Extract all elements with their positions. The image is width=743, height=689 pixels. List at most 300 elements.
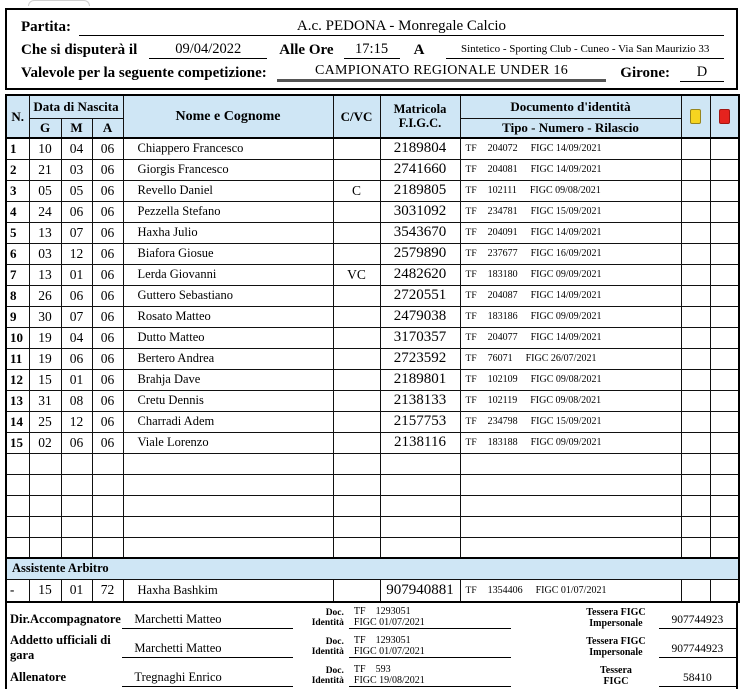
doc-tipo: TF	[465, 375, 477, 385]
player-number-cell: 8	[6, 285, 29, 306]
red-card-cell	[710, 348, 739, 369]
doc-rilascio: FIGC 09/08/2021	[530, 395, 602, 406]
birth-month-cell	[61, 474, 92, 495]
birth-day-cell: 31	[29, 390, 61, 411]
table-row	[6, 243, 739, 264]
red-card-cell	[710, 411, 739, 432]
player-number-cell: 6	[6, 243, 29, 264]
matricola-cell: 2723592	[380, 348, 460, 369]
col-header-red-card	[710, 95, 739, 138]
birth-day-cell	[29, 495, 61, 516]
player-name-cell: Charradi Adem	[123, 411, 333, 432]
document-cell	[460, 537, 681, 558]
matricola-cell: 907940881	[380, 579, 460, 602]
yellow-card-cell	[681, 159, 710, 180]
birth-day-cell: 19	[29, 327, 61, 348]
captain-cell	[333, 516, 380, 537]
staff-doc-label	[293, 662, 349, 687]
birth-year-cell: 06	[92, 348, 123, 369]
date-label: Che si disputerà il	[21, 42, 138, 58]
tessera-label-line2: FIGC	[603, 675, 629, 687]
yellow-card-cell	[681, 432, 710, 453]
staff-row	[7, 661, 736, 689]
birth-month-cell: 01	[61, 264, 92, 285]
doc-numero: 183188	[487, 437, 518, 448]
doc-numero: 102119	[487, 395, 518, 406]
matricola-cell: 2189804	[380, 138, 460, 159]
captain-cell	[333, 453, 380, 474]
doc-tipo: TF	[465, 417, 477, 427]
document-cell	[460, 453, 681, 474]
doc-numero: 234781	[487, 206, 518, 217]
birth-year-cell: 06	[92, 264, 123, 285]
red-card-cell	[710, 516, 739, 537]
birth-day-cell: 05	[29, 180, 61, 201]
assistant-body	[6, 558, 739, 602]
assistant-section-title: Assistente Arbitro	[6, 558, 739, 579]
matricola-cell: 2741660	[380, 159, 460, 180]
matricola-cell: 2479038	[380, 306, 460, 327]
birth-year-cell: 06	[92, 159, 123, 180]
captain-cell	[333, 327, 380, 348]
player-name-cell: Viale Lorenzo	[123, 432, 333, 453]
staff-role-label: Addetto ufficiali di gara	[10, 633, 111, 662]
doc-tipo: TF	[465, 270, 477, 280]
matricola-cell: 2138133	[380, 390, 460, 411]
captain-cell	[333, 138, 380, 159]
yellow-card-cell	[681, 327, 710, 348]
birth-day-cell: 19	[29, 348, 61, 369]
table-row	[6, 222, 739, 243]
doc-tipo: TF	[465, 354, 477, 364]
birth-year-cell: 06	[92, 411, 123, 432]
matricola-cell: 2189805	[380, 180, 460, 201]
staff-section	[5, 603, 738, 689]
doc-tipo: TF	[353, 606, 366, 617]
doc-numero: 204081	[487, 164, 518, 175]
matricola-cell: 2138116	[380, 432, 460, 453]
document-cell	[460, 264, 681, 285]
player-name-cell: Revello Daniel	[123, 180, 333, 201]
doc-numero: 102111	[487, 185, 517, 196]
matricola-cell	[380, 537, 460, 558]
captain-cell	[333, 537, 380, 558]
doc-tipo: TF	[465, 333, 477, 343]
table-row	[6, 327, 739, 348]
birth-month-cell: 12	[61, 411, 92, 432]
birth-month-cell: 06	[61, 432, 92, 453]
red-card-cell	[710, 306, 739, 327]
staff-doc-line1	[354, 606, 511, 617]
tessera-label	[573, 661, 658, 687]
doc-label-line1: Doc.	[325, 607, 344, 618]
doc-numero: 1354406	[487, 584, 523, 596]
red-card-cell	[710, 579, 739, 602]
yellow-card-cell	[681, 243, 710, 264]
doc-numero: 204072	[487, 143, 518, 155]
birth-month-cell: 04	[61, 327, 92, 348]
birth-day-cell	[29, 516, 61, 537]
player-name-cell	[123, 495, 333, 516]
yellow-card-cell	[681, 495, 710, 516]
doc-rilascio: FIGC 14/09/2021	[530, 290, 602, 301]
captain-cell	[333, 222, 380, 243]
red-card-cell	[710, 180, 739, 201]
table-row	[6, 411, 739, 432]
table-row	[6, 285, 739, 306]
col-header-yellow-card	[681, 95, 710, 138]
matricola-cell	[380, 453, 460, 474]
time-field: 17:15	[344, 41, 400, 59]
birth-year-cell	[92, 537, 123, 558]
staff-doc-line2: FIGC 01/07/2021	[353, 646, 425, 657]
col-header-year: A	[92, 118, 123, 138]
yellow-card-cell	[681, 390, 710, 411]
player-name-cell: Haxha Bashkim	[123, 579, 333, 602]
matricola-cell: 2720551	[380, 285, 460, 306]
captain-cell	[333, 348, 380, 369]
doc-tipo: TF	[465, 438, 477, 448]
tessera-number-field: 907744923	[659, 614, 736, 629]
doc-label-line2: Identità	[311, 646, 344, 657]
screenshot-edge-artifact	[28, 0, 90, 6]
matricola-cell	[380, 474, 460, 495]
birth-day-cell: 10	[29, 138, 61, 159]
doc-tipo: TF	[465, 186, 477, 196]
red-card-cell	[710, 222, 739, 243]
roster-table-header	[6, 95, 739, 138]
player-number-cell: 7	[6, 264, 29, 285]
red-card-cell	[710, 432, 739, 453]
yellow-card-cell	[681, 369, 710, 390]
birth-day-cell: 26	[29, 285, 61, 306]
player-name-cell: Pezzella Stefano	[123, 201, 333, 222]
staff-doc-line1	[354, 664, 511, 675]
birth-month-cell	[61, 516, 92, 537]
player-number-cell	[6, 537, 29, 558]
roster-table	[5, 94, 740, 603]
red-card-cell	[710, 537, 739, 558]
birth-year-cell	[92, 474, 123, 495]
player-name-cell: Lerda Giovanni	[123, 264, 333, 285]
player-name-cell: Guttero Sebastiano	[123, 285, 333, 306]
col-header-cvc: C/VC	[333, 95, 380, 138]
document-cell	[460, 369, 681, 390]
document-cell	[460, 432, 681, 453]
yellow-card-cell	[681, 516, 710, 537]
captain-cell	[333, 390, 380, 411]
staff-name-field: Marchetti Matteo	[122, 641, 292, 658]
doc-numero: 593	[375, 664, 391, 675]
doc-numero: 1293051	[375, 606, 411, 617]
yellow-card-cell	[681, 201, 710, 222]
player-number-cell: 9	[6, 306, 29, 327]
red-card-cell	[710, 495, 739, 516]
date-field: 09/04/2022	[149, 41, 267, 59]
matricola-cell: 2189801	[380, 369, 460, 390]
doc-rilascio: FIGC 14/09/2021	[530, 143, 602, 155]
staff-doc-value	[349, 606, 511, 629]
yellow-card-cell	[681, 411, 710, 432]
matricola-cell: 2579890	[380, 243, 460, 264]
tessera-label-line1: Tessera	[600, 665, 632, 676]
birth-day-cell	[29, 474, 61, 495]
doc-numero: 204077	[487, 332, 518, 343]
player-number-cell: 11	[6, 348, 29, 369]
birth-year-cell: 06	[92, 390, 123, 411]
match-header	[5, 8, 738, 90]
staff-doc-label	[293, 633, 349, 658]
doc-rilascio: FIGC 09/09/2021	[530, 269, 602, 280]
birth-year-cell	[92, 453, 123, 474]
empty-row	[6, 453, 739, 474]
document-cell	[460, 306, 681, 327]
girone-label: Girone:	[620, 65, 670, 81]
matricola-header-line1: Matricola	[393, 101, 447, 116]
birth-month-cell: 04	[61, 138, 92, 159]
yellow-card-cell	[681, 453, 710, 474]
player-number-cell: 12	[6, 369, 29, 390]
yellow-card-cell	[681, 474, 710, 495]
doc-numero: 1293051	[375, 635, 411, 646]
empty-row	[6, 495, 739, 516]
captain-cell	[333, 579, 380, 602]
yellow-card-cell	[681, 579, 710, 602]
birth-year-cell: 06	[92, 285, 123, 306]
player-name-cell: Giorgis Francesco	[123, 159, 333, 180]
player-number-cell: 4	[6, 201, 29, 222]
col-header-day: G	[29, 118, 61, 138]
staff-doc-value	[349, 664, 511, 687]
captain-cell	[333, 369, 380, 390]
doc-rilascio: FIGC 14/09/2021	[530, 164, 602, 175]
doc-tipo: TF	[353, 664, 366, 675]
col-header-name: Nome e Cognome	[123, 95, 333, 138]
doc-tipo: TF	[353, 635, 366, 646]
red-card-cell	[710, 138, 739, 159]
red-card-cell	[710, 285, 739, 306]
matricola-cell	[380, 516, 460, 537]
tessera-label-line1: Tessera FIGC	[586, 636, 646, 647]
birth-month-cell: 07	[61, 306, 92, 327]
player-number-cell: 1	[6, 138, 29, 159]
player-name-cell: Cretu Dennis	[123, 390, 333, 411]
doc-tipo: TF	[465, 165, 477, 175]
birth-month-cell: 01	[61, 369, 92, 390]
player-number-cell	[6, 453, 29, 474]
red-card-cell	[710, 159, 739, 180]
col-header-month: M	[61, 118, 92, 138]
staff-doc-value	[349, 635, 511, 658]
player-name-cell: Bertero Andrea	[123, 348, 333, 369]
birth-month-cell	[61, 453, 92, 474]
doc-label-line2: Identità	[311, 675, 344, 686]
doc-tipo: TF	[465, 144, 477, 155]
birth-month-cell	[61, 495, 92, 516]
at-label: A	[413, 42, 425, 58]
doc-numero: 76071	[487, 353, 513, 364]
birth-year-cell: 06	[92, 222, 123, 243]
birth-day-cell: 21	[29, 159, 61, 180]
yellow-card-cell	[681, 537, 710, 558]
col-header-matricola	[380, 95, 460, 138]
player-name-cell	[123, 453, 333, 474]
doc-numero: 183186	[487, 311, 518, 322]
yellow-card-cell	[681, 306, 710, 327]
birth-month-cell: 01	[61, 579, 92, 602]
header-line-datetime	[21, 36, 724, 59]
document-cell	[460, 348, 681, 369]
player-name-cell: Haxha Julio	[123, 222, 333, 243]
birth-year-cell: 06	[92, 306, 123, 327]
table-row	[6, 390, 739, 411]
birth-day-cell	[29, 537, 61, 558]
birth-month-cell: 07	[61, 222, 92, 243]
doc-tipo: TF	[465, 585, 477, 596]
doc-rilascio: FIGC 15/09/2021	[530, 416, 602, 427]
doc-rilascio: FIGC 14/09/2021	[530, 227, 602, 238]
empty-row	[6, 537, 739, 558]
doc-rilascio: FIGC 14/09/2021	[530, 332, 602, 343]
competition-field: CAMPIONATO REGIONALE UNDER 16	[277, 63, 606, 82]
player-name-cell	[123, 474, 333, 495]
staff-doc-line2: FIGC 19/08/2021	[353, 675, 425, 686]
red-card-cell	[710, 453, 739, 474]
document-cell	[460, 180, 681, 201]
staff-role-label: Dir.Accompagnatore	[10, 611, 121, 626]
doc-tipo: TF	[465, 228, 477, 238]
birth-year-cell	[92, 495, 123, 516]
birth-day-cell: 24	[29, 201, 61, 222]
player-number-cell: 2	[6, 159, 29, 180]
red-card-cell	[710, 369, 739, 390]
birth-year-cell: 06	[92, 432, 123, 453]
captain-cell	[333, 474, 380, 495]
matricola-cell: 3031092	[380, 201, 460, 222]
doc-numero: 102109	[487, 374, 518, 385]
player-number-cell: 5	[6, 222, 29, 243]
birth-month-cell: 06	[61, 348, 92, 369]
staff-doc-label	[293, 604, 349, 629]
match-name-field: A.c. PEDONA - Monregale Calcio	[79, 18, 724, 36]
doc-tipo: TF	[465, 207, 477, 217]
yellow-card-cell	[681, 348, 710, 369]
doc-rilascio: FIGC 09/08/2021	[530, 374, 602, 385]
partita-label: Partita:	[21, 19, 71, 35]
table-row	[6, 369, 739, 390]
captain-cell	[333, 285, 380, 306]
yellow-card-cell	[681, 180, 710, 201]
birth-month-cell: 05	[61, 180, 92, 201]
doc-rilascio: FIGC 26/07/2021	[525, 353, 597, 364]
captain-cell	[333, 495, 380, 516]
birth-year-cell: 06	[92, 138, 123, 159]
doc-numero: 204091	[487, 227, 518, 238]
birth-year-cell: 06	[92, 327, 123, 348]
birth-year-cell: 06	[92, 369, 123, 390]
player-number-cell: 3	[6, 180, 29, 201]
table-row	[6, 306, 739, 327]
captain-cell	[333, 243, 380, 264]
birth-month-cell: 12	[61, 243, 92, 264]
matricola-header-line2: F.I.G.C.	[398, 115, 442, 130]
staff-role-label: Allenatore	[10, 669, 67, 684]
empty-row	[6, 474, 739, 495]
red-card-cell	[710, 264, 739, 285]
red-card-cell	[710, 243, 739, 264]
doc-label-line1: Doc.	[325, 665, 344, 676]
matricola-cell: 3170357	[380, 327, 460, 348]
captain-cell	[333, 411, 380, 432]
player-name-cell	[123, 537, 333, 558]
doc-tipo: TF	[465, 249, 477, 259]
tessera-label-line2: Impersonale	[589, 646, 643, 658]
red-card-cell	[710, 390, 739, 411]
captain-cell	[333, 432, 380, 453]
players-body	[6, 138, 739, 558]
matricola-cell: 2157753	[380, 411, 460, 432]
yellow-card-icon	[690, 109, 701, 124]
doc-tipo: TF	[465, 291, 477, 301]
time-label: Alle Ore	[279, 42, 334, 58]
staff-name-field: Marchetti Matteo	[122, 612, 292, 629]
player-number-cell: 14	[6, 411, 29, 432]
tessera-label-line1: Tessera FIGC	[586, 607, 646, 618]
table-row	[6, 348, 739, 369]
birth-day-cell: 13	[29, 264, 61, 285]
table-row	[6, 138, 739, 159]
doc-rilascio: FIGC 16/09/2021	[530, 248, 602, 259]
birth-year-cell	[92, 516, 123, 537]
birth-day-cell: 02	[29, 432, 61, 453]
col-header-doc-sub: Tipo - Numero - Rilascio	[460, 118, 681, 138]
yellow-card-cell	[681, 222, 710, 243]
venue-field: Sintetico - Sporting Club - Cuneo - Via San Maurizio 33	[446, 43, 724, 59]
staff-doc-line1	[354, 635, 511, 646]
birth-day-cell: 13	[29, 222, 61, 243]
captain-cell: VC	[333, 264, 380, 285]
col-header-number: N.	[6, 95, 29, 138]
staff-doc-line2: FIGC 01/07/2021	[353, 617, 425, 628]
red-card-cell	[710, 474, 739, 495]
doc-numero: 183180	[487, 269, 518, 280]
tessera-label	[573, 632, 658, 658]
doc-rilascio: FIGC 09/08/2021	[529, 185, 601, 196]
doc-tipo: TF	[465, 396, 477, 406]
red-card-icon	[719, 109, 730, 124]
matricola-cell	[380, 495, 460, 516]
birth-day-cell: 15	[29, 369, 61, 390]
birth-day-cell: 25	[29, 411, 61, 432]
doc-rilascio: FIGC 09/09/2021	[530, 437, 602, 448]
assistant-band-row	[6, 558, 739, 579]
captain-cell	[333, 306, 380, 327]
yellow-card-cell	[681, 264, 710, 285]
document-cell	[460, 579, 681, 602]
table-row	[6, 264, 739, 285]
document-cell	[460, 159, 681, 180]
matricola-cell: 3543670	[380, 222, 460, 243]
tessera-label	[573, 603, 658, 629]
header-line-competition	[21, 59, 724, 82]
girone-field: D	[680, 64, 724, 82]
assistant-row	[6, 579, 739, 602]
doc-rilascio: FIGC 15/09/2021	[530, 206, 602, 217]
player-name-cell	[123, 516, 333, 537]
doc-rilascio: FIGC 09/09/2021	[530, 311, 602, 322]
col-header-document: Documento d'identità	[460, 95, 681, 118]
document-cell	[460, 222, 681, 243]
